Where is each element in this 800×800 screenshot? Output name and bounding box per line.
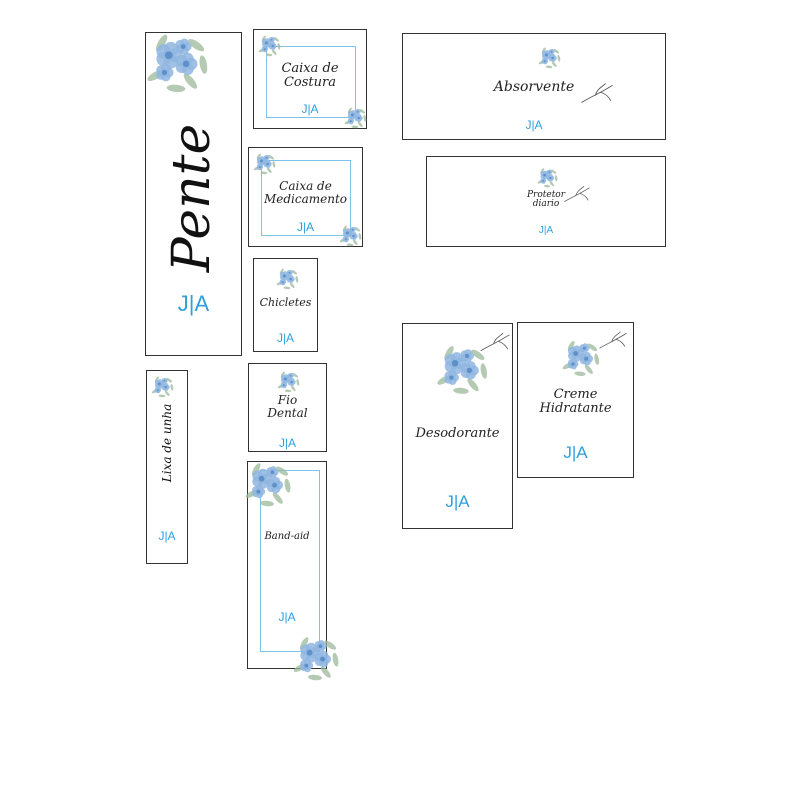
blue-flower-icon — [251, 150, 277, 180]
monogram: J|A — [278, 436, 297, 450]
monogram: J|A — [525, 118, 543, 132]
label-title: Desodorante — [415, 426, 500, 441]
monogram: J|A — [177, 291, 210, 316]
blue-flower-icon — [536, 44, 562, 74]
label-card-caixa-de-costura — [253, 29, 367, 129]
label-card-band-aid — [247, 461, 327, 669]
label-title: Pente — [162, 123, 222, 273]
label-title: Chicletes — [259, 296, 312, 309]
label-card-caixa-de-medicamento — [248, 147, 363, 247]
branch-icon — [598, 327, 628, 353]
label-title: Band-aid — [264, 531, 310, 542]
blue-flower-bouquet-icon — [140, 25, 212, 101]
label-title: Caixa de Medicamento — [263, 179, 348, 206]
blue-flower-icon — [274, 265, 300, 295]
blue-flower-icon — [256, 32, 282, 62]
blue-flower-icon — [535, 165, 559, 193]
monogram: J|A — [296, 220, 315, 234]
label-title: Caixa de Costura — [281, 61, 339, 90]
label-card-chicletes — [253, 258, 318, 352]
monogram: J|A — [538, 225, 554, 236]
label-title: Protetor diario — [526, 190, 566, 210]
blue-flower-bouquet-icon — [558, 335, 602, 383]
label-card-absorvente — [402, 33, 666, 140]
label-title: Absorvente — [493, 79, 575, 95]
monogram: J|A — [276, 331, 295, 345]
label-title: Fio Dental — [267, 393, 308, 420]
blue-flower-bouquet-icon — [240, 456, 294, 514]
monogram: J|A — [445, 492, 470, 511]
label-card-creme-hidratante — [517, 322, 634, 478]
blue-flower-bouquet-icon — [288, 630, 342, 688]
label-card-desodorante — [402, 323, 513, 529]
label-card-protetor-diario — [426, 156, 666, 247]
label-title: Creme Hidratante — [539, 387, 612, 416]
label-title: Lixa de unha — [160, 403, 174, 483]
blue-flower-icon — [149, 373, 175, 403]
monogram: J|A — [158, 529, 176, 543]
label-card-lixa-de-unha — [146, 370, 188, 564]
label-card-pente — [145, 32, 242, 356]
label-card-fio-dental — [248, 363, 327, 452]
monogram: J|A — [301, 102, 319, 116]
monogram: J|A — [563, 443, 588, 462]
monogram: J|A — [278, 610, 296, 624]
branch-icon — [479, 328, 511, 356]
